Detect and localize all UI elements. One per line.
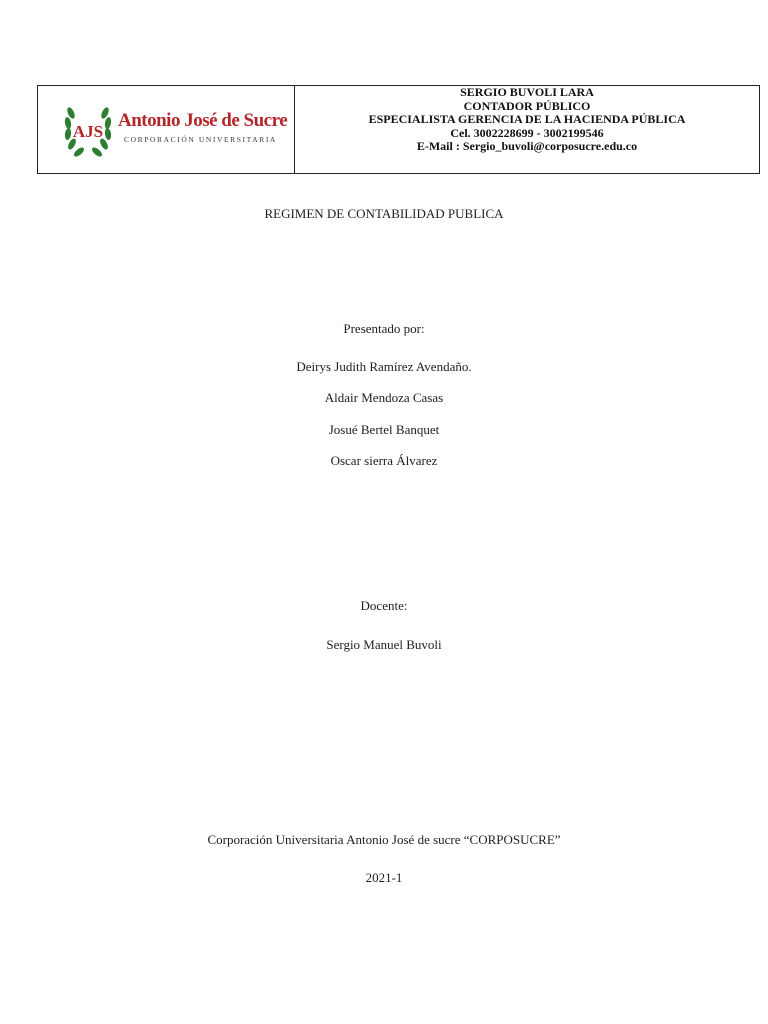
contact-phone: Cel. 3002228699 - 3002199546 [450,125,604,140]
contact-info [295,86,759,173]
author-3: Josué Bertel Banquet [328,422,440,437]
contact-specialty: ESPECIALISTA GERENCIA DE LA HACIENDA PÚBLICA [368,112,686,126]
teacher-name: Sergio Manuel Buvoli [326,637,442,652]
presented-by-label: Presentado por: [343,321,425,336]
teacher-label: Docente: [360,598,408,613]
university-logo-emblem [62,97,114,161]
logo-subtitle: CORPORACIÓN UNIVERSITARIA [124,135,277,144]
contact-title: CONTADOR PÚBLICO [463,98,591,113]
header-table [37,85,760,174]
author-4: Oscar sierra Álvarez [330,453,438,468]
logo-monogram: AJS [72,122,104,141]
institution-name: Corporación Universitaria Antonio José de sucre “CORPOSUCRE” [207,832,561,847]
document-title: REGIMEN DE CONTABILIDAD PUBLICA [264,206,504,221]
logo-cell [38,86,295,173]
contact-email: E-Mail : Sergio_buvoli@corposucre.edu.co [416,139,638,153]
author-1: Deirys Judith Ramírez Avendaño. [296,359,472,374]
contact-name: SERGIO BUVOLI LARA [460,85,594,99]
author-2: Aldair Mendoza Casas [324,390,444,405]
academic-period: 2021-1 [365,870,403,885]
logo-name: Antonio José de Sucre [118,110,288,131]
